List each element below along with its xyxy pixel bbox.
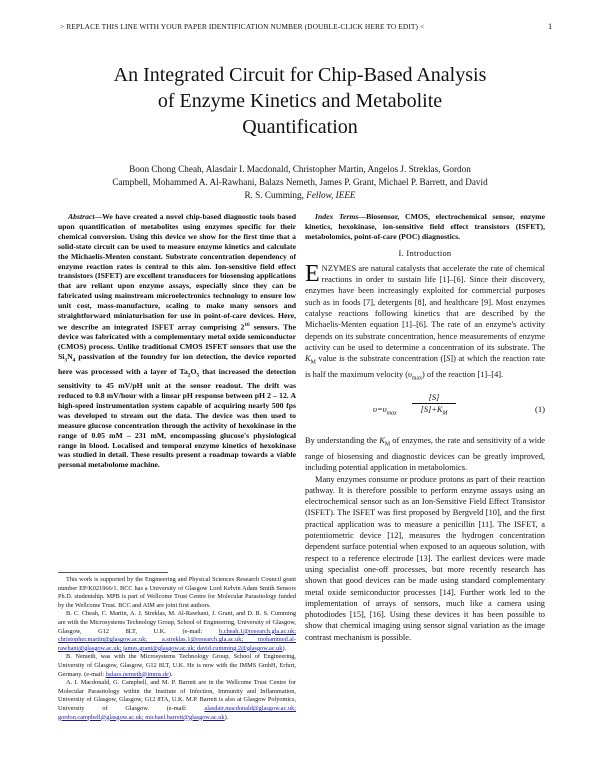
left-column [58,212,296,470]
equation-denominator [412,405,456,417]
right-column [305,212,545,643]
footnote-text: ). [282,644,287,652]
equation-lhs-text: υ=υ [373,404,387,415]
symbol-k: K [305,354,311,364]
symbol-s: S [446,354,451,364]
symbol-sub: M [384,441,391,448]
abstract-text: N [67,352,73,362]
abstract-sup: 16 [244,321,250,328]
running-head: > REPLACE THIS LINE WITH YOUR PAPER IDENTIFICATION NUMBER (DOUBLE-CLICK HERE TO EDIT) < [60,22,425,31]
footnote-text: B. C. Cheah, C. Martin, A. J. Streklas, M. Al-Rawhani, J. Grant, and D. R. S. Cumming are with the Microsystems Technology Group, School of Engineering, University of Glasgow, Glasgow, G12 8LT, U.K. (e-mail: [58,610,296,635]
equation-sub: M [442,410,448,417]
symbol-v: υ [408,370,412,380]
body-text: ]) at which the reaction rate is half the maximum velocity ( [305,354,545,380]
equation-numerator: [S] [428,393,440,403]
abstract [58,212,296,470]
index-terms-lead: Index Terms [315,212,359,221]
equation-number: (1) [534,404,545,415]
footnote-text: ). [168,670,173,678]
body-text: of enzymes, the rate and sensitivity of a wide range of biosensing and diagnostic devices can be greatly improved, including potential application in metabolomics. [305,436,545,473]
intro-paragraph: Many enzymes consume or produce protons as part of their reaction pathway. It is therefore possible to perform enzyme assays using an electrochemical sensor such as an Ion-Sensitive Field Effect Transistor (ISFET). The ISFET was first proposed by Bergveld [10], and the first practical application was to measure a penicillin [11]. The ISFET, a potentiometric device [12], measures the hydrogen concentration dependent surface potential when exposed to an aqueous solution, with respect to a reference electrode [13]. The earliest devices were made using specialist one-off processes, but more recently research has shown that good devices can be made using standard complementary metal oxide semiconductor processes [14]. Further work led to the implementation of arrays of sensors, much like a camera using photodiodes [15], [16]. Using these devices it has been possible to show that chemical imaging using sensor signal variation as the image contrast mechanism is possible. [305,474,545,642]
title-line: of Enzyme Kinetics and Metabolite [157,90,443,112]
author-line-text: R. S. Cumming, [244,190,307,200]
abstract-sub: 2 [187,372,191,379]
body-text: value is the substrate concentration ([ [315,354,447,364]
footnote-divider [58,572,168,573]
fraction-bar [412,403,456,404]
author-line [90,189,510,202]
footnote-text: B. Nemeth, was with the Microsystems Technology Group, School of Engineering, University of Glasgow, Glasgow, G12 8LT, U.K. He is now with the IMMS GmbH, Erfurt, Germany. (e-mail: [58,653,296,678]
author-line: Campbell, Mohammed A. Al-Rawhani, Balazs Nemeth, James P. Grant, Michael P. Barrett, and David [112,177,488,187]
body-text: NZYMES are natural catalysts that accelerate the rate of chemical reactions in order to sustain life [1]–[6]. Since their discovery, enzymes have been increasingly exploited for commercial purposes such as in foods [7], detergents [8], and healthcare [9]. Most enzymes catalyse reactions following kinetics that are described by the Michaelis-Menten equation [1]–[6]. The rate of an enzyme's activity depends on its substrate concentration, hence measurements of enzyme activity can be used to determine a concentration of its substrate. The [305,263,545,352]
abstract-lead: Abstract [68,212,95,221]
symbol-sub: max [411,375,422,382]
abstract-sub: 5 [196,372,200,379]
author-list [90,163,510,202]
email-links[interactable]: b.cheah.1@research.gla.ac.uk; christopher.martin@glasgow.ac.uk; a.streklas.1@research.gla.ac.uk; mohammed.al-rawhani@glasgow.ac.uk; james.grant@glasgow.ac.uk; david.cumming.2@glasgow.ac.uk [58,627,296,652]
body-text: By understanding the [305,436,380,446]
author-honorific: Fellow, IEEE [306,190,356,200]
body-text: ) of the reaction [1]–[4]. [422,370,504,380]
symbol-sub: M [310,359,316,366]
intro-paragraph [305,435,545,474]
paper-title [40,62,560,140]
page-number: 1 [548,22,553,31]
drop-cap: E [305,260,320,287]
abstract-text: —We have created a novel chip-based diagnostic tools based upon quantification of metabolites using enzymes specific for their chemical conversion. Using this device we show for the first time that a solid-state circuit can be used to measure enzyme kinetics and calculate the Michaelis-Menten constant. Substrate concentration dependency of enzyme reaction rates is central to this aim. Ion-sensitive field effect transistors (ISFET) are excellent transducers for biosensing applications that are reliant upon enzyme assays, especially since they can be fabricated using mainstream microelectronics technology to ensure low unit cost, mass-manufacture, scaling to make many sensors and straightforward miniaturisation for use in point-of-care devices. Here, we describe an integrated ISFET array comprising 2 [58,212,296,332]
equation-fraction [412,393,456,417]
michaelis-menten-equation [305,391,545,429]
abstract-text: that increased the detection sensitivity to 45 mV/pH unit at the sensor readout. The drift was reduced to 0.8 mV/hour with a linear pH response between pH 2 – 12. A high-speed instrumentation system capable of acquiring nearly 500 fps was developed to stream out the data. The device was then used to measure glucose concentration through the activity of hexokinase in the range of 0.05 mM – 231 mM, encompassing glucose's physiological range in blood. Localised and temporal enzyme kinetics of hexokinase was studied in detail. These results present a roadmap towards a viable personal metabolome machine. [58,366,296,470]
symbol-k: K [379,436,385,446]
index-terms-text: —Biosensor, CMOS, electrochemical sensor, enzyme kinetics, hexokinase, ion-sensitive field effect transistors (ISFET), metabolomics, point-of-care (POC) diagnostics. [305,212,545,241]
footnote-paragraph [58,653,296,679]
index-terms [305,212,545,242]
abstract-text: sensors. The device was fabricated with a complementary metal oxide semiconductor (CMOS) process. Unlike traditional CMOS ISFET sensors that use the Si [58,322,296,362]
intro-paragraph [305,260,545,385]
footnote-paragraph [58,679,296,722]
abstract-text: O [190,366,197,376]
email-link[interactable]: balazs.nemeth@imms.de [105,670,169,678]
footnote-paragraph [58,610,296,653]
footnote-paragraph: This work is supported by the Engineering and Physical Sciences Research Council grant number EP/K021966/1. BCC has a University of Glasgow Lord Kelvin Adam Smith Sensors Ph.D. studentship. MPB is part of Wellcome Trust Centre for Molecular Parasitology funded by the Wellcome Trust. BCC and AIM are joint first authors. [58,576,296,609]
equation-sub: max [386,410,397,417]
equation-denominator-text: [S]+K [420,405,443,415]
author-line: Boon Chong Cheah, Alasdair I. Macdonald, Christopher Martin, Angelos J. Streklas, Gordon [129,164,471,174]
footnotes [58,576,296,722]
email-links[interactable]: alasdair.macdonald@glasgow.ac.uk; gordon.campbell@glasgow.ac.uk; michael.barrett@glasgow.ac.uk [58,704,296,721]
abstract-text: passivation of the foundry for ion detection, the device reported here was processed with a layer of Ta [58,352,296,376]
abstract-sub: 3 [64,357,68,364]
footnote-text: A. I. Macdonald, G. Campbell, and M. P. Barrett are in the Wellcome Trust Centre for Molecular Parasitology within the Institute of Infection, Immunity and Inflammation, University of Glasgow, Glasgow, G12 8TA, U.K. M.P. Barrett is also at Glasgow Polyomics, University of Glasgow. (e-mail: [58,679,296,712]
footnote-text: ). [224,713,229,721]
equation-lhs [373,404,397,417]
title-line: Quantification [242,116,358,138]
abstract-sub: 4 [72,357,76,364]
section-heading: I. Introduction [398,248,452,258]
title-line: An Integrated Circuit for Chip-Based Analysis [113,64,487,86]
